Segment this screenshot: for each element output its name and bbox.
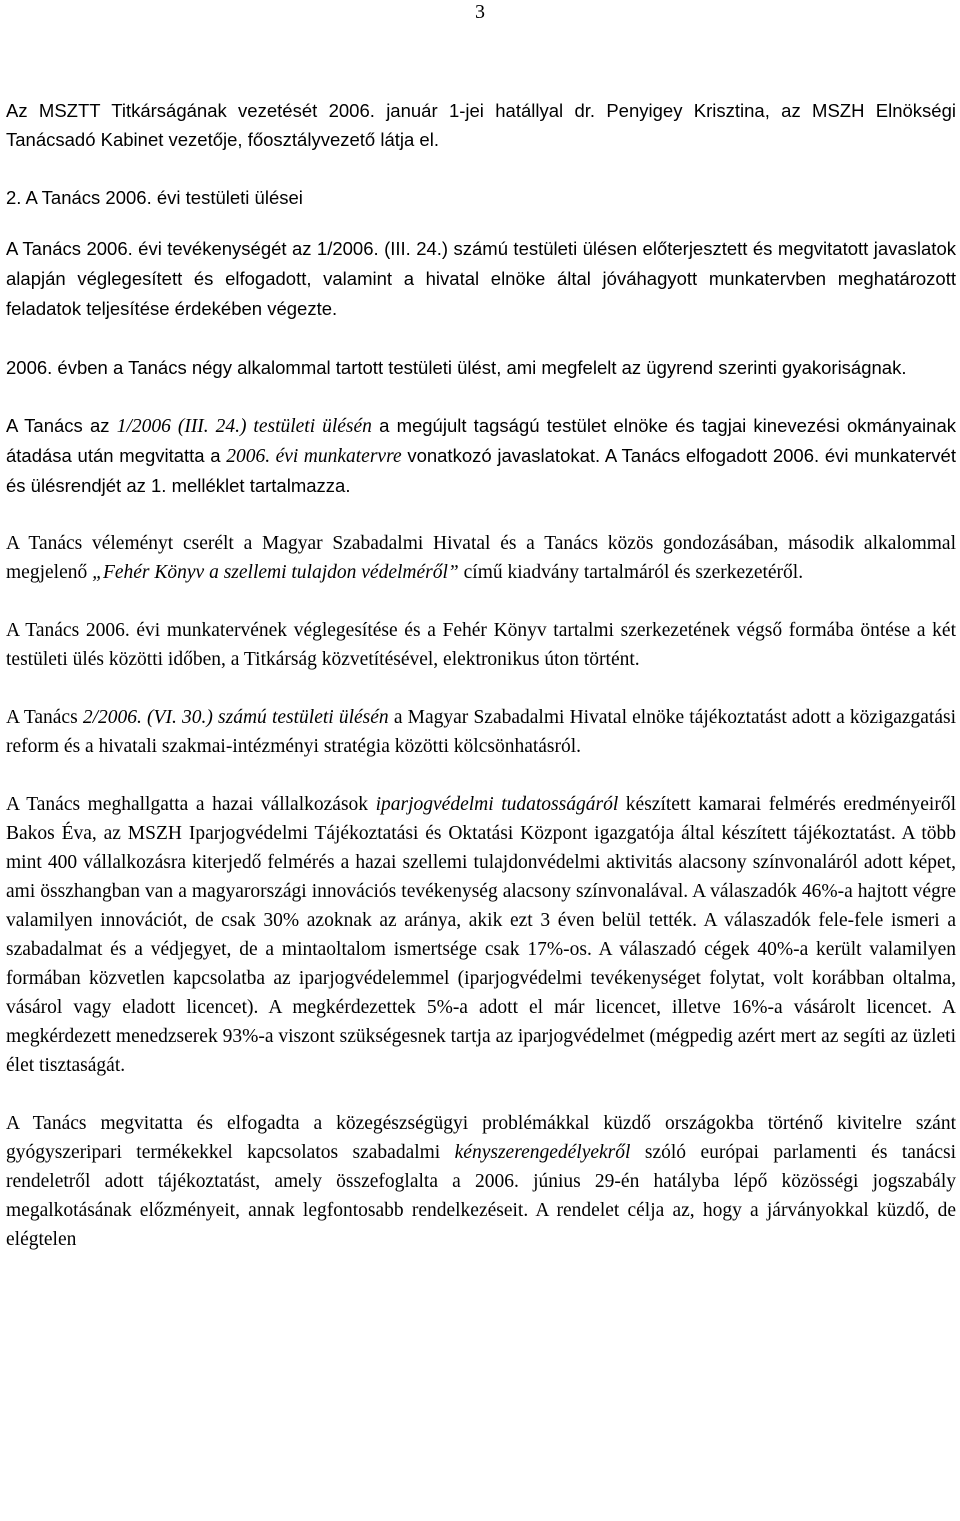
text-run: készített kamarai felmérés eredményeiről Bakos Éva, az MSZH Iparjogvédelmi Tájékoztatási és Oktatási Központ igazgatója által készített tájékoztatást. A több mint 400 vállalkozásra kiterjedő felmérés a hazai szellemi tulajdonvédelmi aktivitás alacsony színvonaláról adott képet, ami összhangban van a magyarországi innovációs tevékenység alacsony színvonalával. A válaszadók 46%-a hajtott végre valamilyen innovációt, de csak 30% azoknak az aránya, akik ezt 3 éven belül tették. A válaszadók fele-fele ismeri a szabadalmat és a védjegyet, de a mintaoltalom ismertsége csak 17%-os. A válaszadó cégek 40%-a került valamilyen formában közvetlen kapcsolatba az iparjogvédelemmel (iparjogvédelmi tevékenységet folytat, volt korábban oltalma, vásárol vagy eladott licencet). A megkérdezettek 5%-a adott el már licencet, illetve 16%-a vásárolt licencet. A megkérdezett menedzserek 93%-a viszont szükségesnek tartja az iparjogvédelmet (mégpedig azért mert az segíti az üzleti élet tisztaságát.	[6, 794, 956, 1076]
text-run: a megújult tagságú testület elnöke és tagjai kinevezési okmányainak átadása után megvitatta a	[6, 415, 956, 466]
document-body	[6, 96, 956, 1254]
paragraph-survey	[6, 790, 956, 1080]
text-run: A Tanács véleményt cserélt a Magyar Szabadalmi Hivatal és a Tanács közös gondozásában, második alkalommal megjelenő	[6, 533, 956, 583]
paragraph-activity	[6, 234, 956, 324]
paragraph-workplan-finalization: A Tanács 2006. évi munkatervének véglegesítése és a Fehér Könyv tartalmi szerkezetének végső formába öntése a két testületi ülés közötti időben, a Titkárság közvetítésével, elektronikus úton történt.	[6, 620, 956, 670]
paragraph-meeting-count: 2006. évben a Tanács négy alkalommal tartott testületi ülést, ami megfelelt az ügyrend szerinti gyakoriságnak.	[6, 357, 907, 378]
text-run: a Magyar Szabadalmi Hivatal elnöke tájékoztatást adott a közigazgatási reform és a hivatali szakmai-intézményi stratégia közötti kölcsönhatásról.	[6, 707, 957, 757]
italic-run: „Fehér Könyv a szellemi tulajdon védelméről”	[92, 562, 459, 583]
italic-run: iparjogvédelmi tudatosságáról	[375, 794, 619, 815]
italic-run: 2006. évi munkatervre	[226, 446, 402, 467]
paragraph-activity-rest: számú testületi ülésen előterjesztett és megvitatott javaslatok alapján véglegesített és elfogadott, valamint a hivatal elnöke által jóváhagyott munkatervben meghatározott feladatok teljesítése érdekében végezte.	[6, 238, 956, 319]
section-heading: 2. A Tanács 2006. évi testületi ülései	[6, 187, 303, 208]
text-run: vonatkozó javaslatokat. A Tanács elfogadott 2006. évi munkatervét és ülésrendjét az 1. melléklet tartalmazza.	[6, 445, 956, 496]
text-run: című kiadvány tartalmáról és szerkezetéről.	[458, 562, 804, 583]
paragraph-compulsory-licences	[6, 1109, 956, 1254]
paragraph-first-meeting	[6, 411, 956, 500]
paragraph-secretariat: Az MSZTT Titkárságának vezetését 2006. január 1-jei hatállyal dr. Penyigey Krisztina, az MSZH Elnökségi Tanácsadó Kabinet vezetője, főosztályvezető látja el.	[6, 100, 956, 150]
paragraph-second-meeting	[6, 703, 956, 761]
text-run: szóló európai parlamenti és tanácsi rendeletről adott tájékoztatást, amely összefoglalta a 2006. június 29-én hatályba lépő közösségi jogszabály megalkotásának előzményeit, annak legfontosabb rendelkezéseit. A rendelet célja az, hogy a járványokkal küzdő, de elégtelen	[6, 1142, 956, 1250]
text-run: A Tanács az	[6, 415, 117, 436]
text-run: A Tanács	[6, 707, 83, 728]
italic-run: 2/2006. (VI. 30.) számú testületi ülésén	[82, 707, 389, 728]
italic-run: kényszerengedélyekről	[454, 1142, 631, 1163]
text-run: A Tanács meghallgatta a hazai vállalkozások	[6, 794, 376, 815]
paragraph-activity-start: A Tanács 2006. évi tevékenységét az 1/2006. (III. 24.)	[6, 238, 449, 259]
page-number: 3	[475, 1, 485, 23]
paragraph-white-book	[6, 529, 956, 587]
italic-run: 1/2006 (III. 24.) testületi ülésén	[116, 416, 372, 437]
text-run: A Tanács megvitatta és elfogadta a közegészségügyi problémákkal küzdő országokba történő kivitelre szánt gyógyszeripari termékekkel kapcsolatos szabadalmi	[6, 1113, 956, 1163]
